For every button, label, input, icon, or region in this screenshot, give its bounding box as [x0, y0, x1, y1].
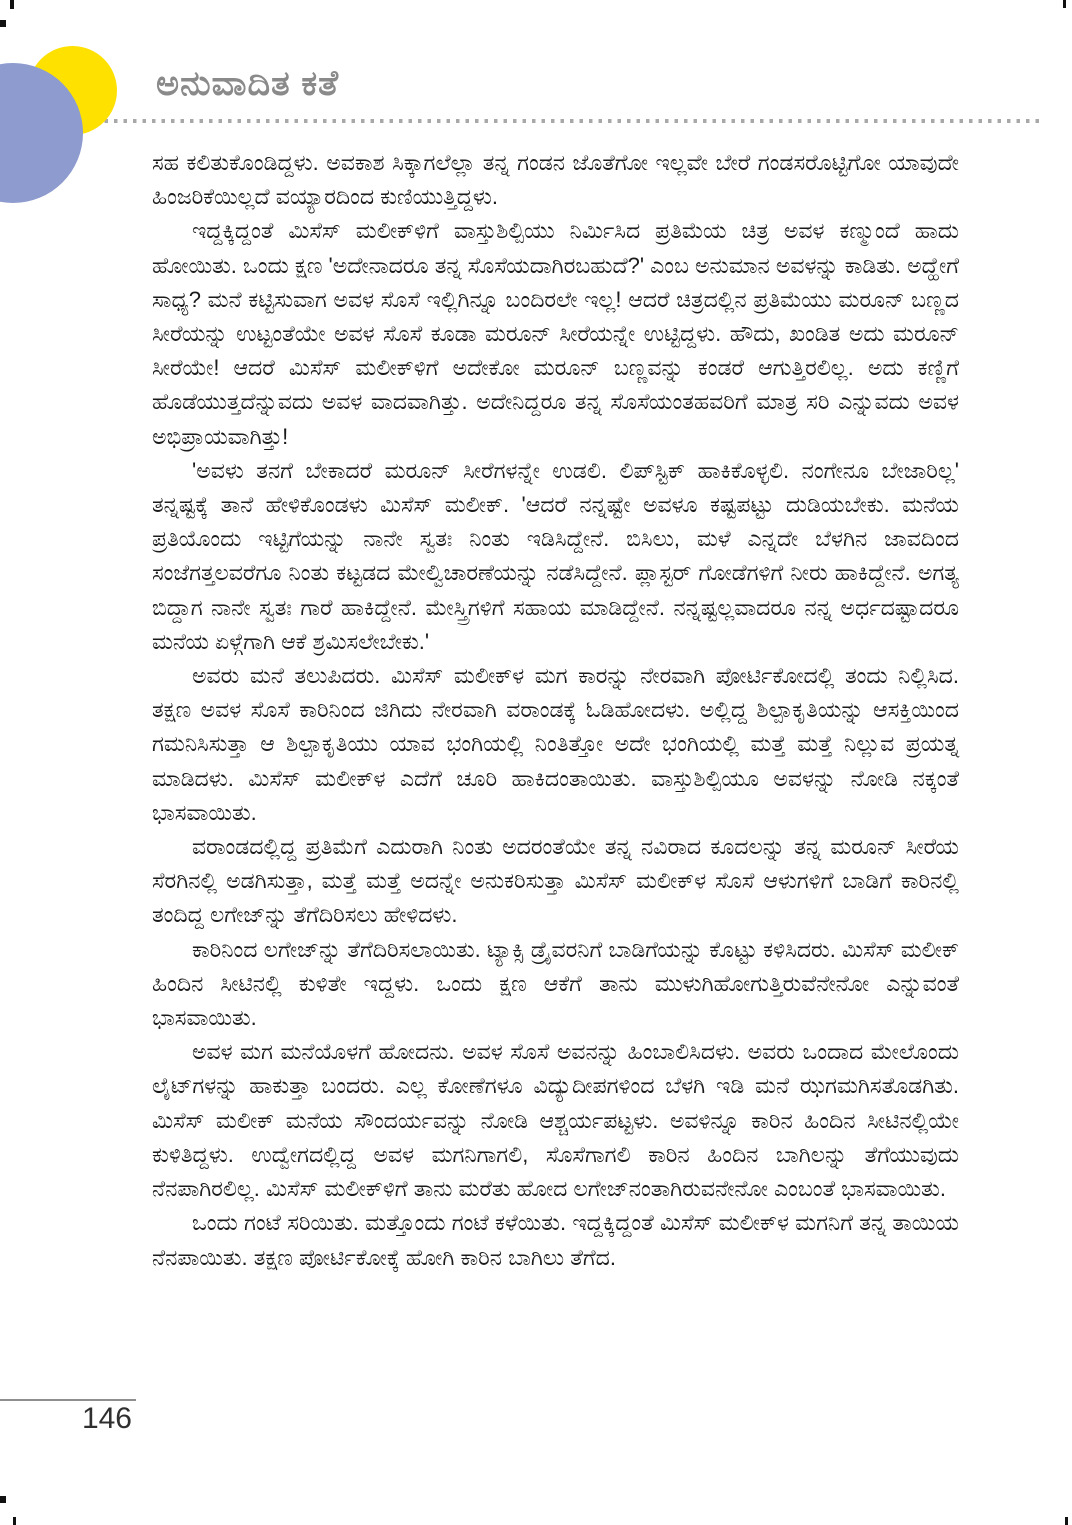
page-number: 146: [0, 1399, 136, 1436]
registration-mark: [10, 0, 14, 9]
paragraph: 'ಅವಳು ತನಗೆ ಬೇಕಾದರೆ ಮರೂನ್ ಸೀರೆಗಳನ್ನೇ ಉಡಲಿ. ಲಿಪ್‌ಸ್ಟಿಕ್ ಹಾಕಿಕೊಳ್ಳಲಿ. ನಂಗೇನೂ ಬೇಜಾರಿಲ್ಲ' ತನ್ನಷ್ಟಕ್ಕೆ ತಾನೆ ಹೇಳಿಕೊಂಡಳು ಮಿಸೆಸ್ ಮಲೀಕ್. 'ಆದರೆ ನನ್ನಷ್ಟೇ ಅವಳೂ ಕಷ್ಟಪಟ್ಟು ದುಡಿಯಬೇಕು. ಮನೆಯ ಪ್ರತಿಯೊಂದು ಇಟ್ಟಿಗೆಯನ್ನು ನಾನೇ ಸ್ವತಃ ನಿಂತು ಇಡಿಸಿದ್ದೇನೆ. ಬಿಸಿಲು, ಮಳೆ ಎನ್ನದೇ ಬೆಳಗಿನ ಜಾವದಿಂದ ಸಂಜೆಗತ್ತಲವರೆಗೂ ನಿಂತು ಕಟ್ಟಡದ ಮೇಲ್ವಿಚಾರಣೆಯನ್ನು ನಡೆಸಿದ್ದೇನೆ. ಪ್ಲಾಸ್ಟರ್ ಗೋಡೆಗಳಿಗೆ ನೀರು ಹಾಕಿದ್ದೇನೆ. ಅಗತ್ಯ ಬಿದ್ದಾಗ ನಾನೇ ಸ್ವತಃ ಗಾರೆ ಹಾಕಿದ್ದೇನೆ. ಮೇಸ್ತ್ರಿಗಳಿಗೆ ಸಹಾಯ ಮಾಡಿದ್ದೇನೆ. ನನ್ನಷ್ಟಲ್ಲವಾದರೂ ನನ್ನ ಅರ್ಧದಷ್ಟಾದರೂ ಮನೆಯ ಏಳ್ಗೆಗಾಗಿ ಆಕೆ ಶ್ರಮಿಸಲೇಬೇಕು.': [152, 457, 959, 654]
registration-mark: [1063, 0, 1066, 8]
registration-mark: [1065, 1517, 1068, 1525]
paragraph: ಇದ್ದಕ್ಕಿದ್ದಂತೆ ಮಿಸೆಸ್ ಮಲೀಕ್‌ಳಿಗೆ ವಾಸ್ತುಶಿಲ್ಪಿಯು ನಿರ್ಮಿಸಿದ ಪ್ರತಿಮೆಯ ಚಿತ್ರ ಅವಳ ಕಣ್ಮುಂದೆ ಹಾದು ಹೋಯಿತು. ಒಂದು ಕ್ಷಣ 'ಅದೇನಾದರೂ ತನ್ನ ಸೊಸೆಯದಾಗಿರಬಹುದೆ?' ಎಂಬ ಅನುಮಾನ ಅವಳನ್ನು ಕಾಡಿತು. ಅದ್ಹೇಗೆ ಸಾಧ್ಯ? ಮನೆ ಕಟ್ಟಿಸುವಾಗ ಅವಳ ಸೊಸೆ ಇಲ್ಲಿಗಿನ್ನೂ ಬಂದಿರಲೇ ಇಲ್ಲ! ಆದರೆ ಚಿತ್ರದಲ್ಲಿನ ಪ್ರತಿಮೆಯು ಮರೂನ್ ಬಣ್ಣದ ಸೀರೆಯನ್ನು ಉಟ್ಟಂತೆಯೇ ಅವಳ ಸೊಸೆ ಕೂಡಾ ಮರೂನ್ ಸೀರೆಯನ್ನೇ ಉಟ್ಟಿದ್ದಳು. ಹೌದು, ಖಂಡಿತ ಅದು ಮರೂನ್ ಸೀರೆಯೇ! ಆದರೆ ಮಿಸೆಸ್ ಮಲೀಕ್‌ಳಿಗೆ ಅದೇಕೋ ಮರೂನ್ ಬಣ್ಣವನ್ನು ಕಂಡರೆ ಆಗುತ್ತಿರಲಿಲ್ಲ. ಅದು ಕಣ್ಣಿಗೆ ಹೊಡೆಯುತ್ತದೆನ್ನುವದು ಅವಳ ವಾದವಾಗಿತ್ತು. ಅದೇನಿದ್ದರೂ ತನ್ನ ಸೊಸೆಯಂತಹವರಿಗೆ ಮಾತ್ರ ಸರಿ ಎನ್ನುವದು ಅವಳ ಅಭಿಪ್ರಾಯವಾಗಿತ್ತು!: [152, 218, 959, 449]
registration-mark: [13, 1517, 16, 1525]
paragraph: ಸಹ ಕಲಿತುಕೊಂಡಿದ್ದಳು. ಅವಕಾಶ ಸಿಕ್ಕಾಗಲೆಲ್ಲಾ ತನ್ನ ಗಂಡನ ಜೊತೆಗೋ ಇಲ್ಲವೇ ಬೇರೆ ಗಂಡಸರೊಟ್ಟಿಗೋ ಯಾವುದೇ ಹಿಂಜರಿಕೆಯಿಲ್ಲದೆ ವಯ್ಯಾರದಿಂದ ಕುಣಿಯುತ್ತಿದ್ದಳು.: [152, 150, 959, 210]
paragraph: ವರಾಂಡದಲ್ಲಿದ್ದ ಪ್ರತಿಮೆಗೆ ಎದುರಾಗಿ ನಿಂತು ಅದರಂತೆಯೇ ತನ್ನ ನವಿರಾದ ಕೂದಲನ್ನು ತನ್ನ ಮರೂನ್ ಸೀರೆಯ ಸೆರಗಿನಲ್ಲಿ ಅಡಗಿಸುತ್ತಾ, ಮತ್ತೆ ಮತ್ತೆ ಅದನ್ನೇ ಅನುಕರಿಸುತ್ತಾ ಮಿಸೆಸ್ ಮಲೀಕ್‌ಳ ಸೊಸೆ ಆಳುಗಳಿಗೆ ಬಾಡಿಗೆ ಕಾರಿನಲ್ಲಿ ತಂದಿದ್ದ ಲಗೇಜ್‌ನ್ನು ತೆಗೆದಿರಿಸಲು ಹೇಳಿದಳು.: [152, 834, 959, 928]
registration-mark: [0, 20, 6, 27]
paragraph: ಅವರು ಮನೆ ತಲುಪಿದರು. ಮಿಸೆಸ್ ಮಲೀಕ್‌ಳ ಮಗ ಕಾರನ್ನು ನೇರವಾಗಿ ಪೋರ್ಟಿಕೋದಲ್ಲಿ ತಂದು ನಿಲ್ಲಿಸಿದ. ತಕ್ಷಣ ಅವಳ ಸೊಸೆ ಕಾರಿನಿಂದ ಜಿಗಿದು ನೇರವಾಗಿ ವರಾಂಡಕ್ಕೆ ಓಡಿಹೋದಳು. ಅಲ್ಲಿದ್ದ ಶಿಲ್ಪಾಕೃತಿಯನ್ನು ಆಸಕ್ತಿಯಿಂದ ಗಮನಿಸಿಸುತ್ತಾ ಆ ಶಿಲ್ಪಾಕೃತಿಯು ಯಾವ ಭಂಗಿಯಲ್ಲಿ ನಿಂತಿತ್ತೋ ಅದೇ ಭಂಗಿಯಲ್ಲಿ ಮತ್ತೆ ಮತ್ತೆ ನಿಲ್ಲುವ ಪ್ರಯತ್ನ ಮಾಡಿದಳು. ಮಿಸೆಸ್ ಮಲೀಕ್‌ಳ ಎದೆಗೆ ಚೂರಿ ಹಾಕಿದಂತಾಯಿತು. ವಾಸ್ತುಶಿಲ್ಪಿಯೂ ಅವಳನ್ನು ನೋಡಿ ನಕ್ಕಂತೆ ಭಾಸವಾಯಿತು.: [152, 663, 959, 825]
paragraph: ಒಂದು ಗಂಟೆ ಸರಿಯಿತು. ಮತ್ತೊಂದು ಗಂಟೆ ಕಳೆಯಿತು. ಇದ್ದಕ್ಕಿದ್ದಂತೆ ಮಿಸೆಸ್ ಮಲೀಕ್‌ಳ ಮಗನಿಗೆ ತನ್ನ ತಾಯಿಯ ನೆನಪಾಯಿತು. ತಕ್ಷಣ ಪೋರ್ಟಿಕೋಕ್ಕೆ ಹೋಗಿ ಕಾರಿನ ಬಾಗಿಲು ತೆಗೆದ.: [152, 1210, 959, 1270]
paragraph: ಕಾರಿನಿಂದ ಲಗೇಜ್‌ನ್ನು ತೆಗೆದಿರಿಸಲಾಯಿತು. ಟ್ಯಾಕ್ಸಿ ಡ್ರೈವರನಿಗೆ ಬಾಡಿಗೆಯನ್ನು ಕೊಟ್ಟು ಕಳಿಸಿದರು. ಮಿಸೆಸ್ ಮಲೀಕ್ ಹಿಂದಿನ ಸೀಟಿನಲ್ಲಿ ಕುಳಿತೇ ಇದ್ದಳು. ಒಂದು ಕ್ಷಣ ಆಕೆಗೆ ತಾನು ಮುಳುಗಿಹೋಗುತ್ತಿರುವೆನೇನೋ ಎನ್ನುವಂತೆ ಭಾಸವಾಯಿತು.: [152, 936, 959, 1031]
paragraph: ಅವಳ ಮಗ ಮನೆಯೊಳಗೆ ಹೋದನು. ಅವಳ ಸೊಸೆ ಅವನನ್ನು ಹಿಂಬಾಲಿಸಿದಳು. ಅವರು ಒಂದಾದ ಮೇಲೊಂದು ಲೈಟ್‌ಗಳನ್ನು ಹಾಕುತ್ತಾ ಬಂದರು. ಎಲ್ಲ ಕೋಣೆಗಳೂ ವಿದ್ಯುದೀಪಗಳಿಂದ ಬೆಳಗಿ ಇಡಿ ಮನೆ ಝಗಮಗಿಸತೊಡಗಿತು. ಮಿಸೆಸ್ ಮಲೀಕ್ ಮನೆಯ ಸೌಂದರ್ಯವನ್ನು ನೋಡಿ ಆಶ್ಚರ್ಯಪಟ್ಟಳು. ಅವಳಿನ್ನೂ ಕಾರಿನ ಹಿಂದಿನ ಸೀಟಿನಲ್ಲಿಯೇ ಕುಳಿತಿದ್ದಳು. ಉದ್ವೇಗದಲ್ಲಿದ್ದ ಅವಳ ಮಗನಿಗಾಗಲಿ, ಸೊಸೆಗಾಗಲಿ ಕಾರಿನ ಹಿಂದಿನ ಬಾಗಿಲನ್ನು ತೆಗೆಯುವುದು ನೆನಪಾಗಿರಲಿಲ್ಲ. ಮಿಸೆಸ್ ಮಲೀಕ್‌ಳಿಗೆ ತಾನು ಮರೆತು ಹೋದ ಲಗೇಜ್‌ನಂತಾಗಿರುವನೇನೋ ಎಂಬಂತೆ ಭಾಸವಾಯಿತು.: [152, 1039, 959, 1202]
registration-mark: [0, 1496, 6, 1503]
dotted-divider: [95, 119, 1045, 123]
section-title: ಅನುವಾದಿತ ಕತೆ: [156, 64, 340, 103]
story-text: [152, 146, 959, 1275]
